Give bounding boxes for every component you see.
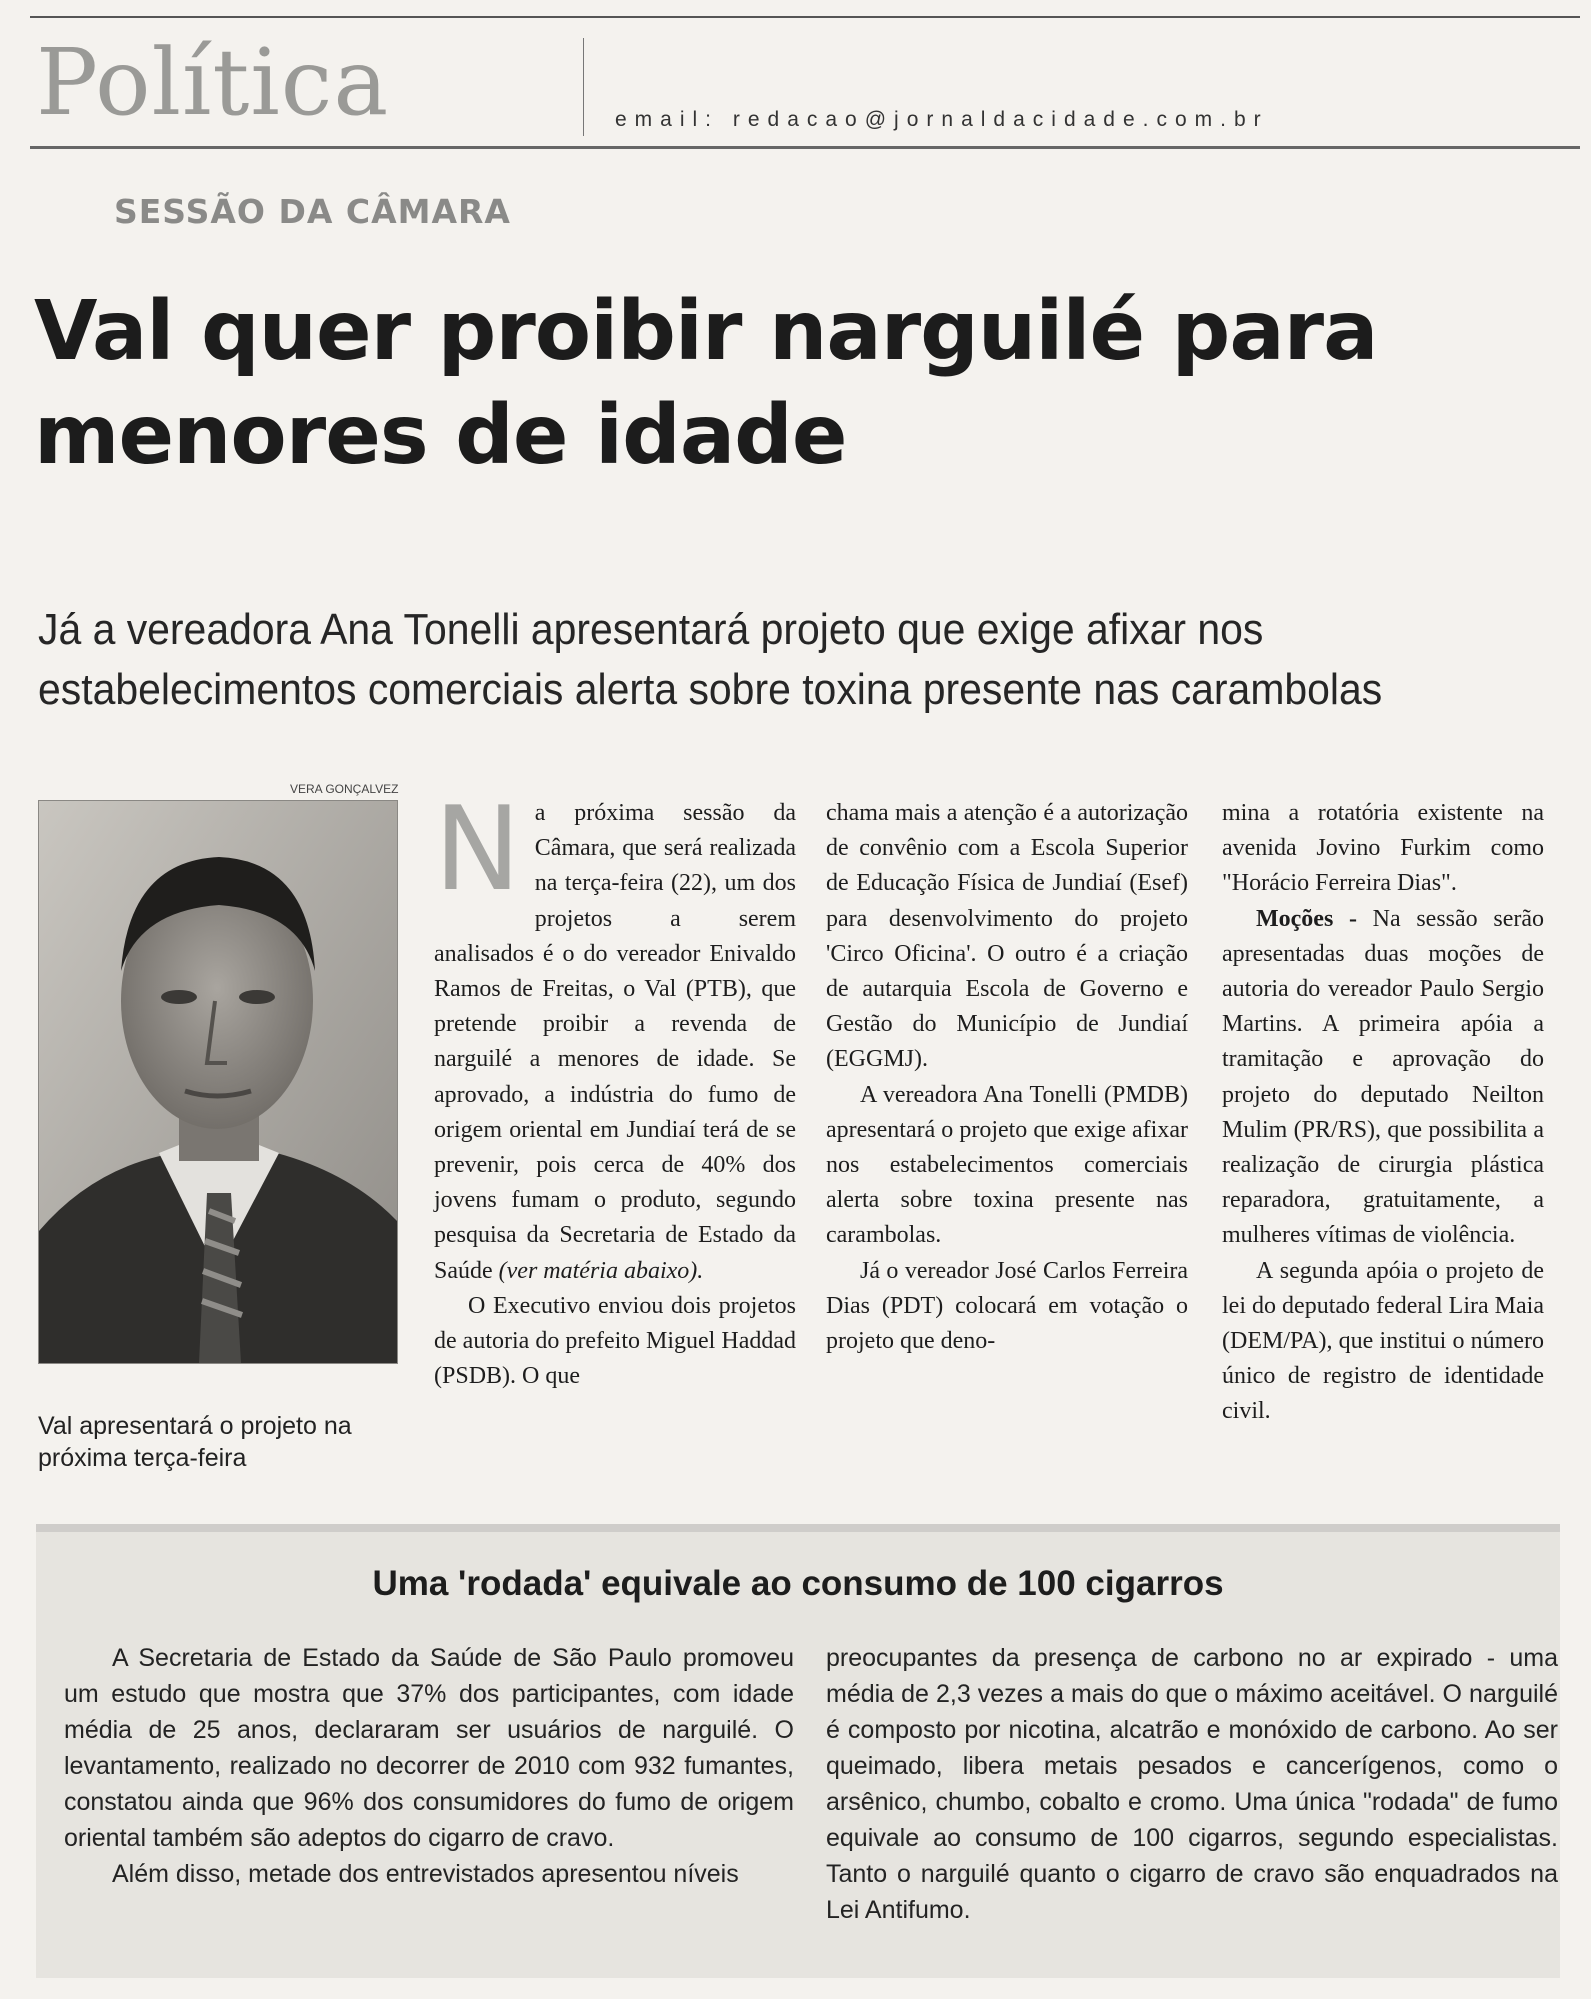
top-rule (30, 16, 1580, 18)
section-title: Política (36, 29, 390, 136)
paragraph-text: Na sessão serão apresentadas duas moções de autoria do vereador Paulo Sergio Martins. A primeira apóia a tramitação e aprovação do projeto do deputado Neilton Mulim (PR/RS), que possibilita a realização de cirurgia plástica reparadora, gratuitamente, a mulheres vítimas de violência. (1222, 905, 1544, 1249)
article-column-1 (434, 782, 796, 1394)
article-paragraph: mina a rotatória existente na avenida Jovino Furkim como "Horácio Ferreira Dias". (1222, 800, 1544, 897)
headline: Val quer proibir narguilé para menores de idade (34, 284, 1378, 483)
article-column-2 (826, 796, 1188, 1359)
photo-credit: VERA GONÇALVEZ (290, 782, 399, 796)
email-address: email: redacao@jornaldacidade.com.br (615, 108, 1269, 131)
article-paragraph: O Executivo enviou dois projetos de autoria do prefeito Miguel Haddad (PSDB). O que (434, 1292, 796, 1390)
sidebar-paragraph: A Secretaria de Estado da Saúde de São Paulo promoveu um estudo que mostra que 37% dos participantes, com idade média de 25 anos, declararam ser usuários de narguilé. O levantamento, realizado no decorrer de 2010 com 932 fumantes, constatou ainda que 96% dos consumidores do fumo de origem oriental também são adeptos do cigarro de cravo. (64, 1644, 794, 1852)
header-rule (30, 146, 1580, 149)
article-paragraph (1222, 902, 1544, 1254)
sidebar-box-title: Uma 'rodada' equivale ao consumo de 100 cigarros (372, 1564, 1224, 1603)
portrait-illustration (39, 801, 397, 1363)
article-paragraph: chama mais a atenção é a autorização de convênio com a Escola Superior de Educação Física de Jundiaí (Esef) para desenvolvimento do projeto 'Circo Oficina'. O outro é a criação de autarquia Escola de Governo e Gestão do Município de Jundiaí (EGGMJ). (826, 800, 1188, 1073)
article-paragraph (434, 782, 796, 1289)
sidebar-paragraph: Além disso, metade dos entrevistados apresentou níveis (112, 1860, 739, 1888)
photo-caption: Val apresentará o projeto na próxima terça-feira (38, 1412, 352, 1472)
paragraph-text: a próxima sessão da Câmara, que será realizada na terça-feira (22), um dos projetos a serem analisados é o do vereador Enivaldo Ramos de Freitas, o Val (PTB), que pretende proibir a revenda de narguilé a menores de idade. Se aprovado, a indústria do fumo de origem oriental em Jundiaí terá de se prevenir, pois cerca de 40% dos jovens fumam o produto, segundo pesquisa da Secretaria de Estado da Saúde (434, 800, 796, 1284)
subheadline-line: estabelecimentos comerciais alerta sobre toxina presente nas carambolas (38, 665, 1383, 714)
header-divider (583, 38, 584, 136)
cross-reference: (ver matéria abaixo). (498, 1257, 704, 1284)
article-paragraph: A vereadora Ana Tonelli (PMDB) apresentará o projeto que exige afixar nos estabelecimentos comerciais alerta sobre toxina presente nas carambolas. (826, 1081, 1188, 1249)
drop-cap: N (434, 782, 521, 917)
sidebar-column-2 (826, 1640, 1558, 1928)
kicker: SESSÃO DA CÂMARA (114, 192, 511, 231)
subheadline-line: Já a vereadora Ana Tonelli apresentará projeto que exige afixar nos (38, 605, 1264, 654)
subsection-lead-in: Moções - (1256, 905, 1357, 932)
article-paragraph: A segunda apóia o projeto de lei do deputado federal Lira Maia (DEM/PA), que institui o número único de registro de identidade civil. (1222, 1257, 1544, 1425)
article-column-3 (1222, 796, 1544, 1430)
subheadline (38, 600, 1452, 720)
portrait-photo (38, 800, 398, 1364)
sidebar-paragraph: preocupantes da presença de carbono no ar expirado - uma média de 2,3 vezes a mais do que o máximo aceitável. O narguilé é composto por nicotina, alcatrão e monóxido de carbono. Ao ser queimado, libera metais pesados e cancerígenos, como o arsênico, chumbo, cobalto e cromo. Uma única "rodada" de fumo equivale ao consumo de 100 cigarros, segundo especialistas. Tanto o narguilé quanto o cigarro de cravo são enquadrados na Lei Antifumo. (826, 1644, 1558, 1924)
sidebar-column-1 (64, 1640, 794, 1892)
article-paragraph: Já o vereador José Carlos Ferreira Dias (PDT) colocará em votação o projeto que deno- (826, 1257, 1188, 1355)
